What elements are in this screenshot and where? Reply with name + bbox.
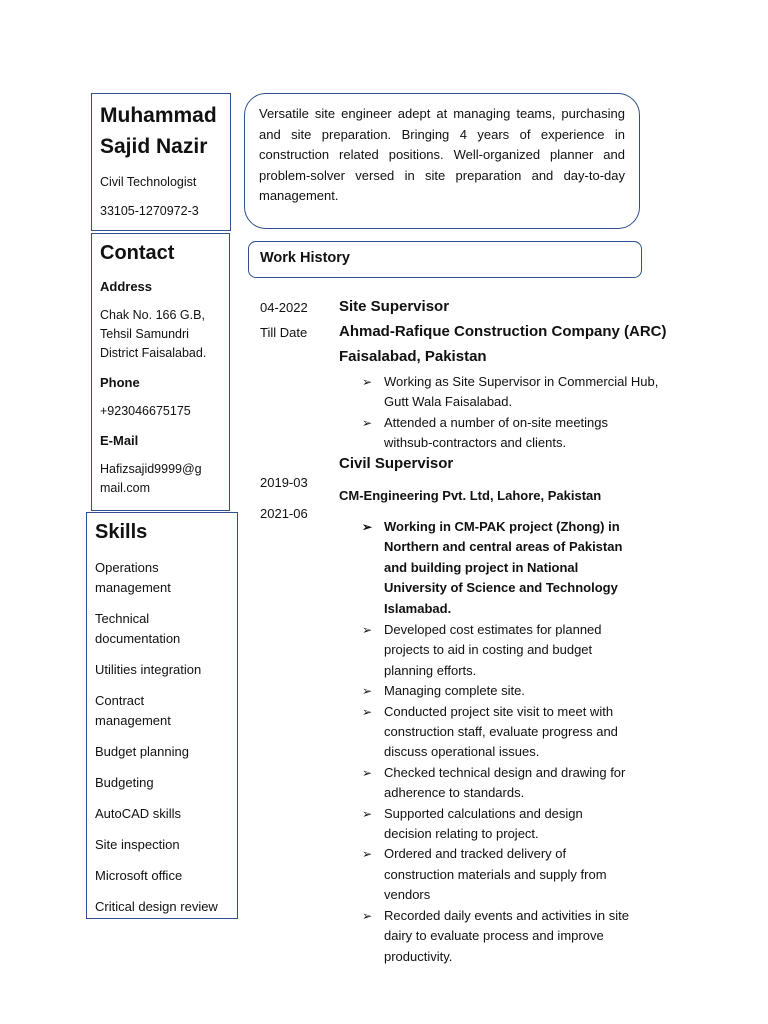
text-line: productivity. <box>384 948 453 964</box>
name-line-2: Sajid Nazir <box>100 135 208 158</box>
address-line: District Faisalabad. <box>100 346 207 360</box>
text-line: AutoCAD skills <box>95 806 181 821</box>
text-line: ➢ Supported calculations and design <box>384 805 583 821</box>
text-line: ➢ Ordered and tracked delivery of <box>384 846 567 862</box>
job2-bullets <box>362 620 629 967</box>
text-line: dairy to evaluate process and improve <box>384 928 604 944</box>
text-line: vendors <box>384 887 431 903</box>
job1-company: Ahmad-Rafique Construction Company (ARC) <box>339 323 667 340</box>
email-value <box>100 460 221 498</box>
bullet-item <box>362 681 629 701</box>
summary-box: Versatile site engineer adept at managing teams, purchasing and site preparation. Bringing 4 years of experience in construction related positions. Well-organized planner and problem-solver versed in site preparation and day-to-day management. <box>244 93 640 229</box>
text-line: Gutt Wala Faisalabad. <box>384 394 513 410</box>
bullet-item <box>362 372 658 413</box>
text-line: Site inspection <box>95 837 180 852</box>
id-number: 33105-1270972-3 <box>100 204 199 218</box>
candidate-name <box>100 100 222 162</box>
text-line: projects to aid in costing and budget <box>384 642 593 658</box>
text-line: documentation <box>95 631 181 646</box>
job-title: Civil Technologist <box>100 175 197 189</box>
text-line: Budget planning <box>95 744 189 759</box>
bullet-item <box>362 844 629 905</box>
address-line: Tehsil Samundri <box>100 327 189 341</box>
text-line: construction materials and supply from <box>384 866 607 882</box>
text-line: ➢ Managing complete site. <box>384 683 525 699</box>
skill-item <box>95 609 229 649</box>
phone-value: +923046675175 <box>100 404 191 418</box>
skill-item <box>95 691 229 731</box>
job1-location: Faisalabad, Pakistan <box>339 348 487 365</box>
job1-date-end: Till Date <box>260 325 308 340</box>
text-line: Utilities integration <box>95 662 202 677</box>
phone-label: Phone <box>100 375 140 390</box>
bullet-item <box>362 804 629 845</box>
bullet-item <box>362 702 629 763</box>
job2-bold-bullet <box>362 517 622 619</box>
text-line: ➢ Working in CM-PAK project (Zhong) in <box>384 519 620 534</box>
text-line: Microsoft office <box>95 868 183 883</box>
text-line: ➢ Working as Site Supervisor in Commercial Hub, <box>384 374 659 389</box>
text-line: management <box>95 713 171 728</box>
job2-date-end: 2021-06 <box>260 506 308 521</box>
skills-list <box>95 558 229 917</box>
skill-item <box>95 804 229 824</box>
text-line: ➢ Checked technical design and drawing for <box>384 764 626 780</box>
skill-item <box>95 742 229 762</box>
text-line: decision relating to project. <box>384 826 539 842</box>
contact-heading: Contact <box>100 242 175 264</box>
bullet-item <box>362 620 629 681</box>
text-line: ➢ Attended a number of on-site meetings <box>384 414 609 430</box>
job1-title: Site Supervisor <box>339 298 450 315</box>
job1-bullets <box>362 372 658 454</box>
bullet-item <box>362 763 629 804</box>
address-line: Chak No. 166 G.B, <box>100 308 205 322</box>
bullet-item <box>362 906 629 967</box>
text-line: Islamabad. <box>384 600 452 616</box>
address-label: Address <box>100 279 153 294</box>
email-label: E-Mail <box>100 433 139 448</box>
skill-item <box>95 835 229 855</box>
skills-heading: Skills <box>95 521 148 543</box>
text-line: planning efforts. <box>384 662 477 678</box>
text-line: Technical <box>95 611 150 626</box>
text-line: Northern and central areas of Pakistan <box>384 539 623 555</box>
job1-date-start: 04-2022 <box>260 300 308 315</box>
text-line: ➢ Recorded daily events and activities in site <box>384 907 629 923</box>
skill-item <box>95 558 229 598</box>
text-line: Contract <box>95 693 145 708</box>
text-line: Operations <box>95 560 159 575</box>
text-line: adherence to standards. <box>384 785 525 801</box>
job2-company: CM-Engineering Pvt. Ltd, Lahore, Pakistan <box>339 488 602 503</box>
job2-date-start: 2019-03 <box>260 475 308 490</box>
skills-box <box>86 512 238 919</box>
name-line-1: Muhammad <box>100 104 217 127</box>
text-line: construction staff, evaluate progress and <box>384 724 618 740</box>
bullet-item <box>362 413 658 454</box>
text-line: University of Science and Technology <box>384 580 618 596</box>
skill-item <box>95 660 229 680</box>
email-line: Hafizsajid9999@g <box>100 462 202 476</box>
job2-title: Civil Supervisor <box>339 455 454 472</box>
skill-item <box>95 897 229 917</box>
text-line: Critical design review <box>95 899 218 914</box>
text-line: management <box>95 580 171 595</box>
text-line: and building project in National <box>384 559 579 575</box>
email-line: mail.com <box>100 481 151 495</box>
work-history-heading: Work History <box>248 241 642 278</box>
text-line: ➢ Conducted project site visit to meet with <box>384 703 614 719</box>
text-line: withsub-contractors and clients. <box>384 435 567 451</box>
text-line: ➢ Developed cost estimates for planned <box>384 622 602 637</box>
skill-item <box>95 866 229 886</box>
contact-box <box>91 233 230 511</box>
address-value <box>100 306 221 363</box>
text-line: Budgeting <box>95 775 154 790</box>
bullet-item <box>362 517 622 619</box>
skill-item <box>95 773 229 793</box>
name-box <box>91 93 231 231</box>
text-line: discuss operational issues. <box>384 744 540 760</box>
